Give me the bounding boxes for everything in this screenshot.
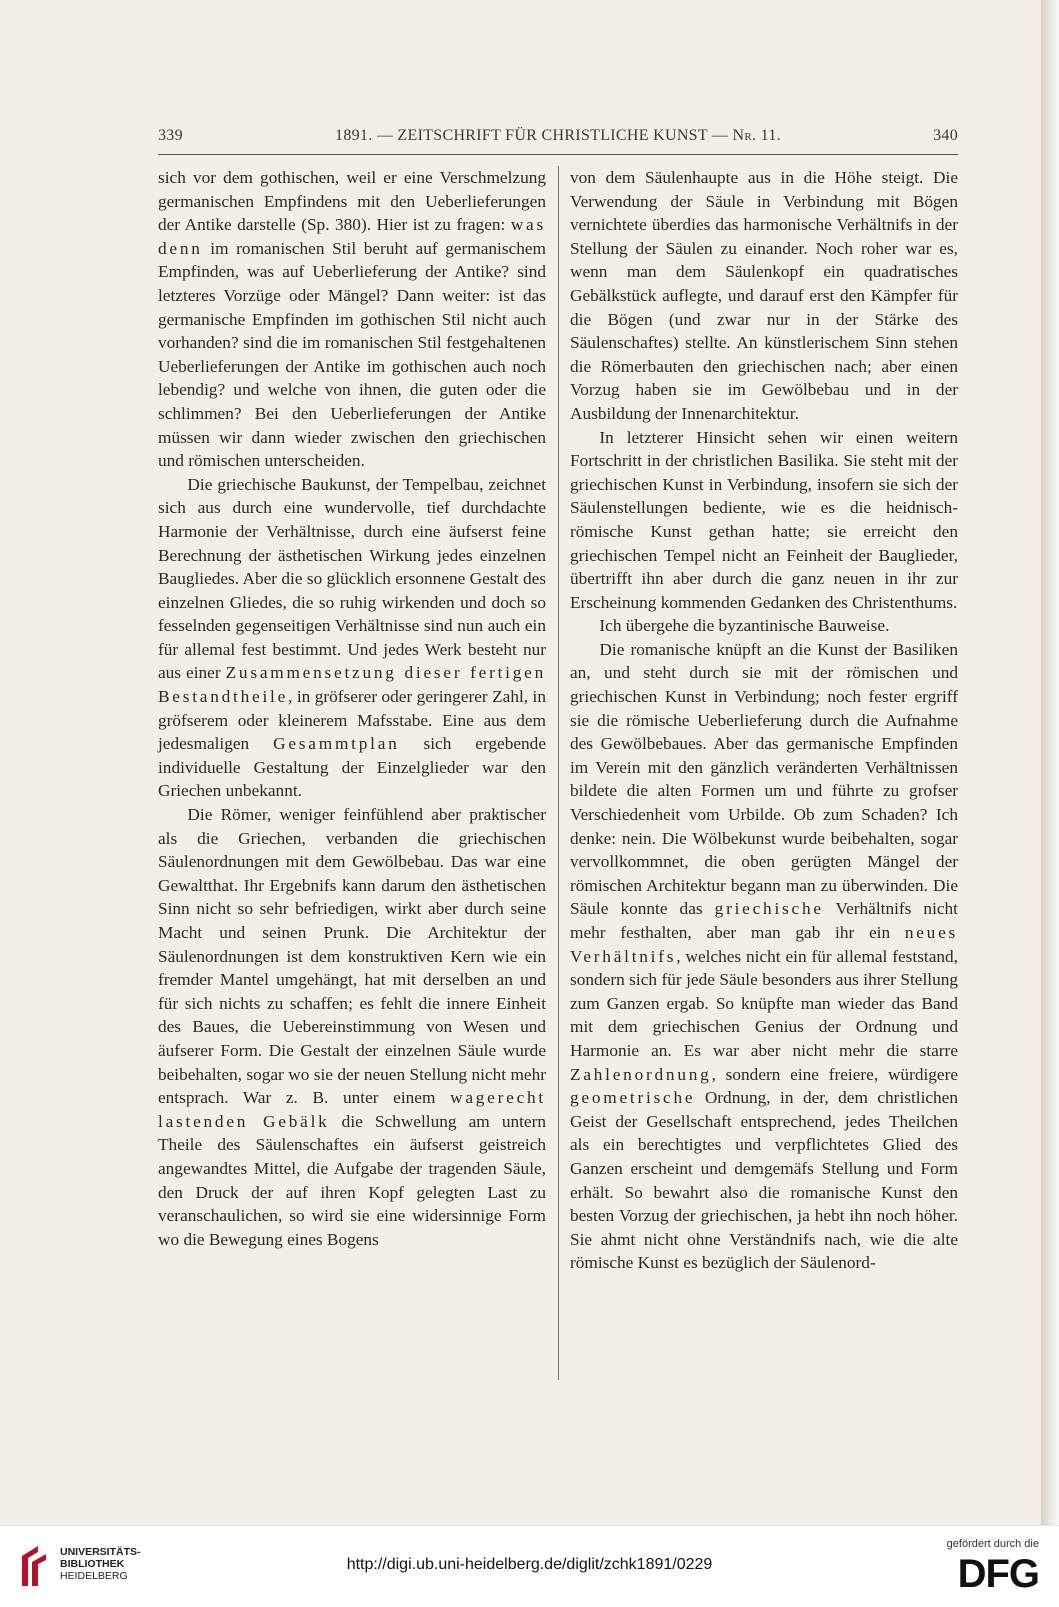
running-head <box>158 124 958 150</box>
right-column <box>570 166 958 1275</box>
journal-title: 1891. — ZEITSCHRIFT FÜR CHRISTLICHE KUNST — Nr. 11. <box>335 127 781 144</box>
paragraph: von dem Säulenhaupte aus in die Höhe steigt. Die Verwendung der Säule in Verbindung mit Bögen vernichtete überdies das harmonische Verhältnifs in der Stellung der Säulen zu einander. Noch roher war es, wenn man dem Säulenkopf ein quadratisches Gebälkstück auflegte, und darauf erst den Kämpfer für die Bögen (und zwar nur in der Stärke des Säulenschaftes) stellte. An künstlerischem Sinn stehen die Römerbauten den griechischen nach; aber einen Vorzug haben sie im Gewölbebau und in der Ausbildung der Innenarchitektur. <box>570 168 958 423</box>
paragraph: Ich übergehe die byzantinische Bauweise. <box>599 616 890 636</box>
page-number-right: 340 <box>933 127 958 144</box>
paragraph <box>158 803 546 1251</box>
text-run: die Schwellung am untern Theile des Säulenschaftes ein äufserst geistreich angewandtes Mittel, die Aufgabe der tragenden Säule, den Druck der auf ihren Kopf gelegten Last zu veranschaulichen, so wird sie eine widersinnige Form wo die Bewegung eines Bogens <box>158 1111 546 1249</box>
spaced-emphasis: geometrische <box>570 1088 696 1108</box>
paragraph <box>158 473 546 803</box>
text-run: Verhältnifs nicht mehr festhalten, aber man gab ihr ein <box>570 899 958 942</box>
text-run: im romanischen Stil beruht auf germanischem Empfinden, was auf Ueberlieferung der Antike? sind letzteres Vorzüge oder Mängel? Dann weiter: ist das germanische Empfinden im gothischen Stil nicht auch vorhanden? sind die im romanischen Stil festgehaltenen Ueberlieferungen der Antike im gothischen auch noch lebendig? und welche von ihnen, die guten oder die schlimmen? Bei den Ueberlieferungen der Antike müssen wir dann wieder zwischen den griechischen und römischen unterscheiden. <box>158 238 546 471</box>
text-run: , welches nicht ein für allemal feststand, sondern sich für jede Säule besonders aus ihrer Stellung zum Ganzen ergab. So knüpfte man wieder das Band mit dem griechischen Genius der Ordnung und Harmonie an. Es war aber nicht mehr die starre <box>570 946 958 1060</box>
text-run: , sondern eine freiere, würdigere <box>711 1064 958 1084</box>
page-edge-shadow <box>1041 0 1059 1525</box>
text-run: Die Römer, weniger feinfühlend aber praktischer als die Griechen, verbanden die griechischen Säulenordnungen mit dem Gewölbebau. Das war eine Gewaltthat. Ihr Ergebnifs kann darum den ästhetischen Sinn nicht so sehr befriedigen, wirkt aber durch seine Macht und seinen Prunk. Die Architektur der Säulenordnungen ist dem konstruktiven Kern wie ein fremder Mantel umgehängt, hat mit derselben an und für sich nichts zu schaffen; es fehlt die innere Einheit des Baues, die Uebereinstimmung von Wesen und äufserer Form. Die Gestalt der einzelnen Säule wurde beibehalten, sogar wo sie der neuen Stellung nicht mehr entsprach. War z. B. unter einem <box>158 805 546 1108</box>
spaced-emphasis: was denn <box>158 215 546 258</box>
text-run: Die griechische Baukunst, der Tempelbau, zeichnet sich aus durch eine wundervolle, tief durchdachte Harmonie der Verhältnisse, durch eine äufserst feine Berechnung der ästhetischen Wirkung jedes einzelnen Baugliedes. Aber die so glücklich ersonnene Gestalt des einzelnen Gliedes, die so ruhig wirkenden und doch so fesselnden gegenseitigen Verhältnisse sind nun auch ein für allemal fest bestimmt. Und jedes Werk besteht nur aus einer <box>158 474 546 683</box>
library-name-line: HEIDELBERG <box>60 1570 128 1582</box>
left-column <box>158 166 546 1251</box>
dfg-logo: DFG <box>957 1552 1039 1596</box>
spaced-emphasis: griechische <box>714 899 824 919</box>
permalink-url[interactable]: http://digi.ub.uni-heidelberg.de/diglit/zchk1891/0229 <box>346 1556 713 1573</box>
spaced-emphasis: Gesammtplan <box>273 734 400 754</box>
funder-label: gefördert durch die <box>946 1538 1039 1550</box>
library-name-line: UNIVERSITÄTS- <box>60 1546 141 1558</box>
page-number-left: 339 <box>158 127 183 144</box>
funder-block <box>899 1538 1039 1594</box>
library-name-line: BIBLIOTHEK <box>60 1558 125 1570</box>
text-run: sich vor dem gothischen, weil er eine Verschmelzung germanischen Empfindens mit den Ueberlieferungen der Antike darstelle (Sp. 380). Hier ist zu fragen: <box>158 168 546 235</box>
spaced-emphasis: Zusammensetzung dieser fertigen Bestandtheile <box>158 663 546 707</box>
text-run: sich ergebende individuelle Gestaltung der Einzelglieder war den Griechen unbekannt. <box>158 734 546 801</box>
viewer-footer <box>0 1525 1059 1607</box>
spaced-emphasis: neues Verhältnifs <box>570 923 958 966</box>
header-rule <box>158 154 958 155</box>
spaced-emphasis: Zahlenordnung <box>570 1064 712 1084</box>
text-run: Die romanische knüpft an die Kunst der Basiliken an, und steht durch sie mit der römischen und griechischen Kunst in Verbindung; noch fester ergriff sie die römische Ueberlieferung durch die Aufnahme des Gewölbebaues. Aber das germanische Empfinden im Verein mit den gänzlich veränderten Verhältnissen bildete die alten Formen um und führte zu grofser Verschiedenheit vom Urbilde. Ob zum Schaden? Ich denke: nein. Die Wölbekunst wurde beibehalten, sogar vervollkommnet, die oben gerügten Mängel der römischen Architektur begann man zu überwinden. Die Säule konnte das <box>570 639 958 919</box>
text-run: Ordnung, in der, dem christlichen Geist der Gesellschaft entsprechend, jedes Theilchen als ein berechtigtes und verpflichtetes Glied des Ganzen erscheint und demgemäfs Stellung und Form erhält. So bewahrt also die romanische Kunst den besten Vorzug der griechischen, ja hebt ihn noch höher. Sie ahmt nicht ohne Verständnifs nach, wie die alte römische Kunst es bezüglich der Säulenord- <box>570 1088 958 1273</box>
paragraph <box>158 166 546 473</box>
column-rule <box>558 166 559 1380</box>
spaced-emphasis: wagerecht lastenden Gebälk <box>158 1088 546 1131</box>
text-run: , in gröfserer oder geringerer Zahl, in gröfserem oder kleinerem Mafsstabe. Eine aus dem jedesmaligen <box>158 687 546 754</box>
paragraph: In letzterer Hinsicht sehen wir einen weitern Fortschritt in der christlichen Basilika. Sie steht mit der griechischen Kunst in Verbindung, insofern sie sich der Säulenstellungen bediente, wie es die heidnisch-römische Kunst gethan hatte; sie erreicht den griechischen Tempel nicht an Feinheit der Bauglieder, übertrifft ihn aber durch die ganz neuen in ihr zur Erscheinung kommenden Gedanken des Christenthums. <box>570 427 958 612</box>
paragraph <box>570 638 958 1275</box>
